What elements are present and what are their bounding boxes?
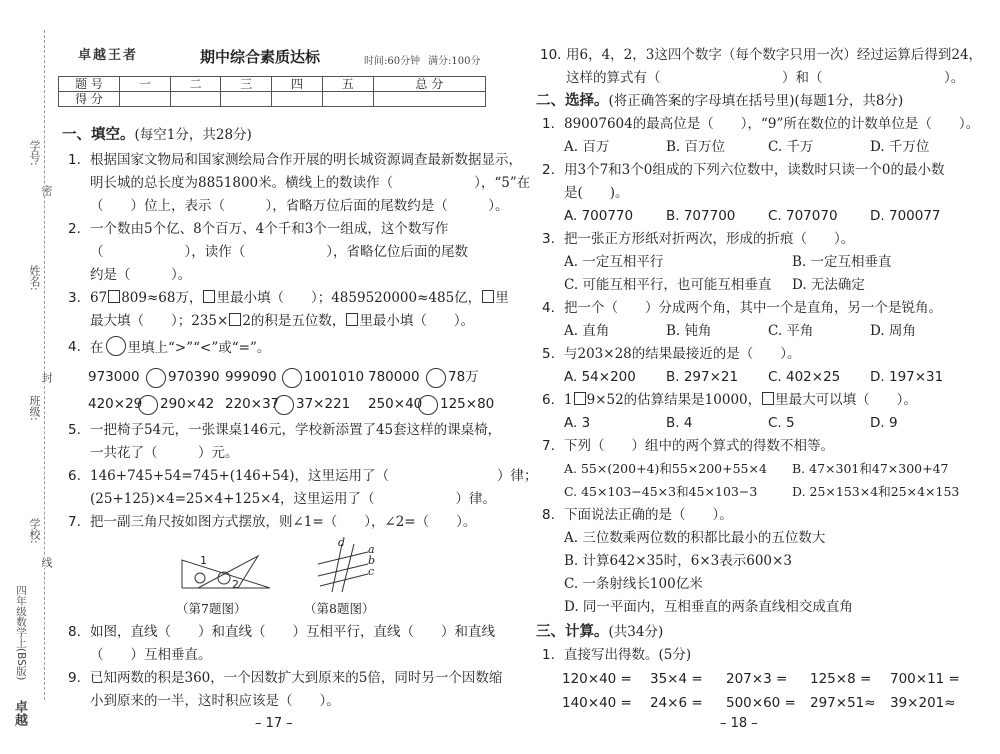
compare-left: 780000 [368, 369, 420, 385]
compare-right: 290×42 [160, 396, 215, 412]
question-text: 89007604的最高位是（ ），“9”所在数位的计数单位是（ ）。 [564, 116, 980, 132]
question-text: 与203×28的结果最接近的是（ ）。 [564, 346, 801, 362]
seal-mark-mi: 密 [40, 185, 53, 196]
binding-line [44, 30, 45, 700]
question-text: 把一副三角尺按如图方式摆放，则∠1=（ ），∠2=（ ）。 [90, 514, 477, 530]
question-text: 直接写出得数。(5分) [564, 647, 692, 663]
compare-right: 970390 [168, 369, 220, 385]
question-text: 146+745+54=745+(146+54)，这里运用了（ ）律； [90, 468, 538, 484]
score-table [58, 76, 486, 107]
choice-option[interactable]: D. 700077 [870, 208, 941, 224]
compare-circle[interactable] [146, 368, 166, 388]
choice-option[interactable]: D. 25×153×4和25×4×153 [792, 484, 960, 499]
question-text: 下列（ ）组中的两个算式的得数不相等。 [564, 438, 834, 454]
blank-square [762, 392, 774, 405]
question-number: 7. [542, 438, 555, 454]
line-label: d [338, 536, 346, 549]
compare-circle[interactable] [418, 395, 438, 415]
question-number: 4. [542, 300, 555, 316]
compare-left: 999090 [225, 369, 277, 385]
question-number: 8. [68, 624, 81, 640]
calc-item: 500×60 = [726, 695, 796, 711]
page-number: – 18 – [720, 716, 758, 731]
question-text: 下面说法正确的是（ ）。 [564, 507, 733, 523]
section-calc [536, 621, 663, 643]
compare-circle[interactable] [274, 395, 294, 415]
text-segment: 在 [90, 340, 104, 356]
choice-option[interactable]: C. 707070 [768, 208, 838, 224]
question-number: 8. [542, 507, 555, 523]
exam-time: 时间:60分钟 [364, 56, 421, 67]
question-number: 5. [68, 422, 81, 438]
section-title: 三、计算。 [536, 624, 609, 640]
text-segment: 里填上“>”“<”或“=”。 [127, 340, 271, 356]
question-text [564, 389, 917, 411]
line-label: a [368, 543, 375, 556]
question-text: 已知两数的积是360，一个因数扩大到原来的5倍，同时另一个因数缩 [90, 670, 503, 686]
score-input[interactable] [322, 92, 373, 107]
question-text: （ ）位上，表示（ ），省略万位后面的尾数约是（ ）。 [90, 198, 509, 214]
text-segment: 809≈68万， [121, 290, 203, 306]
question-text: 把一个（ ）分成两个角，其中一个是直角，另一个是锐角。 [564, 300, 942, 316]
score-input[interactable] [221, 92, 272, 107]
blank-square [203, 290, 215, 303]
score-cell: 三 [221, 77, 272, 92]
choice-option[interactable]: A. 700770 [564, 208, 634, 224]
seal-mark-xian: 线 [40, 557, 53, 568]
section-title: 二、选择。 [536, 93, 609, 109]
text-segment: 里 [495, 290, 509, 306]
calc-item: 297×51≈ [810, 695, 876, 711]
score-cell: 四 [272, 77, 323, 92]
choice-option[interactable]: D. 无法确定 [792, 277, 865, 293]
choice-option[interactable]: A. 直角 [564, 323, 610, 339]
choice-option[interactable]: C. 可能互相平行，也可能互相垂直 [564, 277, 772, 293]
choice-option[interactable]: C. 千万 [768, 139, 814, 155]
compare-left: 220×37 [225, 396, 280, 412]
calc-item: 120×40 = [562, 671, 632, 687]
score-cell: 总 分 [373, 77, 485, 92]
blank-square [574, 392, 586, 405]
score-input[interactable] [170, 92, 221, 107]
score-cell: 得 分 [59, 92, 120, 107]
calc-item: 39×201≈ [890, 695, 956, 711]
question-number: 1. [542, 647, 555, 663]
choice-option[interactable]: A. 3 [564, 415, 591, 431]
class-label: 班级: [28, 395, 41, 421]
text-segment: 2的积是五位数， [242, 313, 346, 329]
question-text [90, 287, 509, 309]
text-segment: 里最小填（ ）；485 [216, 290, 357, 306]
blank-square [346, 313, 358, 326]
choice-option[interactable]: A. 54×200 [564, 369, 636, 385]
score-table-score-row [59, 92, 486, 107]
score-input[interactable] [373, 92, 485, 107]
question-number: 7. [68, 514, 81, 530]
school-label: 学校: [28, 518, 41, 544]
seal-mark-feng: 封 [40, 372, 53, 383]
section-fill-in [62, 124, 252, 146]
choice-option[interactable]: A. 55×(200+4)和55×200+55×4 [564, 461, 767, 476]
choice-option[interactable]: B. 297×21 [666, 369, 739, 385]
compare-circle[interactable] [138, 395, 158, 415]
question-text: 如图，直线（ ）和直线（ ）互相平行，直线（ ）和直线 [90, 624, 495, 640]
score-cell: 题 号 [59, 77, 120, 92]
question-text: 根据国家文物局和国家测绘局合作开展的明长城资源调查最新数据显示， [90, 152, 522, 168]
blank-square[interactable] [108, 290, 120, 303]
brand-vertical: 卓越 [12, 700, 27, 726]
choice-option[interactable]: B. 一定互相垂直 [792, 254, 892, 270]
score-table-header-row [59, 77, 486, 92]
choice-option[interactable]: D. 9 [870, 415, 898, 431]
choice-option[interactable]: D. 千万位 [870, 139, 930, 155]
choice-option[interactable]: A. 一定互相平行 [564, 254, 664, 270]
blank-square [482, 290, 494, 303]
question-number: 9. [68, 670, 81, 686]
question-number: 10. [540, 47, 562, 63]
choice-option[interactable]: A. 百万 [564, 139, 610, 155]
figure-7-triangles [178, 542, 274, 594]
compare-right: 78万 [448, 369, 479, 385]
choice-option[interactable]: B. 47×301和47×300+47 [792, 461, 949, 476]
compare-right: 125×80 [440, 396, 495, 412]
choice-option[interactable]: B. 4 [666, 415, 693, 431]
question-number: 2. [542, 162, 555, 178]
blank-circle [106, 336, 126, 356]
choice-option[interactable]: B. 计算642×35时，6×3表示600×3 [564, 553, 792, 569]
brand-logo: 卓越王者 [78, 48, 139, 63]
choice-option[interactable]: C. 一条射线长100亿米 [564, 576, 703, 592]
choice-option[interactable]: B. 钝角 [666, 323, 712, 339]
compare-right: 37×221 [296, 396, 351, 412]
question-text: 约是（ ）。 [90, 267, 192, 283]
student-number-label: 学号: [28, 140, 41, 166]
choice-option[interactable]: C. 平角 [768, 323, 814, 339]
page-number: – 17 – [255, 716, 293, 731]
calc-item: 35×4 = [650, 671, 703, 687]
question-text: (25+125)×4=25×4+125×4，这里运用了（ ）律。 [90, 491, 497, 507]
compare-circle[interactable] [426, 368, 446, 388]
figure-8-caption: （第8题图） [304, 601, 375, 616]
calc-item: 700×11 = [890, 671, 960, 687]
question-number: 6. [542, 392, 555, 408]
question-number: 4. [68, 339, 81, 355]
line-label: c [368, 565, 375, 578]
text-segment: 9520000≈485亿， [356, 290, 482, 306]
question-number: 2. [68, 221, 81, 237]
question-text: 是( )。 [564, 185, 629, 201]
score-cell: 一 [120, 77, 171, 92]
question-text [90, 310, 474, 332]
angle-label: 2 [232, 578, 239, 591]
question-number: 1. [542, 116, 555, 132]
choice-option[interactable]: C. 402×25 [768, 369, 841, 385]
question-number: 1. [68, 152, 81, 168]
section-note: (将正确答案的字母填在括号里)(每题1分，共8分) [608, 93, 904, 109]
section-title: 一、填空。 [62, 127, 135, 143]
question-number: 3. [542, 231, 555, 247]
question-text [90, 336, 270, 359]
calc-item: 207×3 = [726, 671, 788, 687]
score-cell: 五 [322, 77, 373, 92]
right-page [500, 0, 1000, 754]
choice-option[interactable]: D. 197×31 [870, 369, 944, 385]
choice-option[interactable]: A. 三位数乘两位数的积都比最小的五位数大 [564, 530, 826, 546]
question-text: 小到原来的一半，这时积应该是（ ）。 [90, 693, 340, 709]
choice-option[interactable]: B. 707700 [666, 208, 736, 224]
calc-item: 24×6 = [650, 695, 703, 711]
calc-item: 140×40 = [562, 695, 632, 711]
calc-item: 125×8 = [810, 671, 872, 687]
question-text: 这样的算式有（ ）和（ ）。 [566, 70, 965, 86]
text-segment: 1 [564, 392, 573, 408]
question-number: 6. [68, 468, 81, 484]
exam-full-score: 满分:100分 [428, 56, 481, 67]
score-cell: 二 [170, 77, 221, 92]
text-segment: 67 [90, 290, 108, 306]
choice-option[interactable]: D. 周角 [870, 323, 916, 339]
section-choice [536, 90, 903, 112]
name-label: 姓名: [28, 265, 41, 291]
compare-left: 420×29 [88, 396, 143, 412]
question-number: 3. [68, 290, 81, 306]
question-text: 一共花了（ ）元。 [90, 445, 239, 461]
question-text: 一把椅子54元，一张课桌146元，学校新添置了45套这样的课桌椅， [90, 422, 502, 438]
question-number: 5. [542, 346, 555, 362]
compare-right: 1001010 [304, 369, 365, 385]
line-label: b [368, 554, 376, 567]
question-text: 用6，4，2，3这四个数字（每个数字只用一次）经过运算后得到24， [566, 47, 983, 63]
question-text: （ ），读作（ ），省略亿位后面的尾数 [90, 244, 468, 260]
question-text: 一个数由5个亿、8个百万、4个千和3个一组成，这个数写作 [90, 221, 449, 237]
text-segment: 最大填（ ）；235× [90, 313, 229, 329]
choice-option[interactable]: D. 同一平面内，互相垂直的两条直线相交成直角 [564, 599, 853, 615]
book-label: 四年级数学上(BS版) [15, 585, 27, 681]
blank-square [229, 313, 241, 326]
compare-left: 973000 [88, 369, 140, 385]
question-text: 把一张正方形纸对折两次，形成的折痕（ ）。 [564, 231, 855, 247]
compare-left: 250×40 [368, 396, 423, 412]
figure-7-caption: （第7题图） [176, 601, 247, 616]
text-segment: 里最小填（ ）。 [359, 313, 475, 329]
choice-option[interactable]: C. 5 [768, 415, 795, 431]
question-text: （ ）互相垂直。 [90, 647, 212, 663]
question-text: 明长城的总长度为8851800米。横线上的数读作（ ），“5”在 [90, 175, 531, 191]
text-segment: 里最大可以填（ ）。 [775, 392, 917, 408]
score-input[interactable] [120, 92, 171, 107]
choice-option[interactable]: C. 45×103−45×3和45×103−3 [564, 484, 758, 499]
page-title: 期中综合素质达标 [200, 48, 321, 66]
text-segment: 9×52的估算结果是10000， [586, 392, 762, 408]
section-note: (共34分) [608, 624, 664, 640]
compare-circle[interactable] [282, 368, 302, 388]
section-note: (每空1分，共28分) [134, 127, 252, 143]
score-input[interactable] [272, 92, 323, 107]
question-text: 用3个7和3个0组成的下列六位数中，读数时只读一个0的最小数 [564, 162, 945, 178]
choice-option[interactable]: B. 百万位 [666, 139, 726, 155]
angle-label: 1 [200, 554, 207, 567]
